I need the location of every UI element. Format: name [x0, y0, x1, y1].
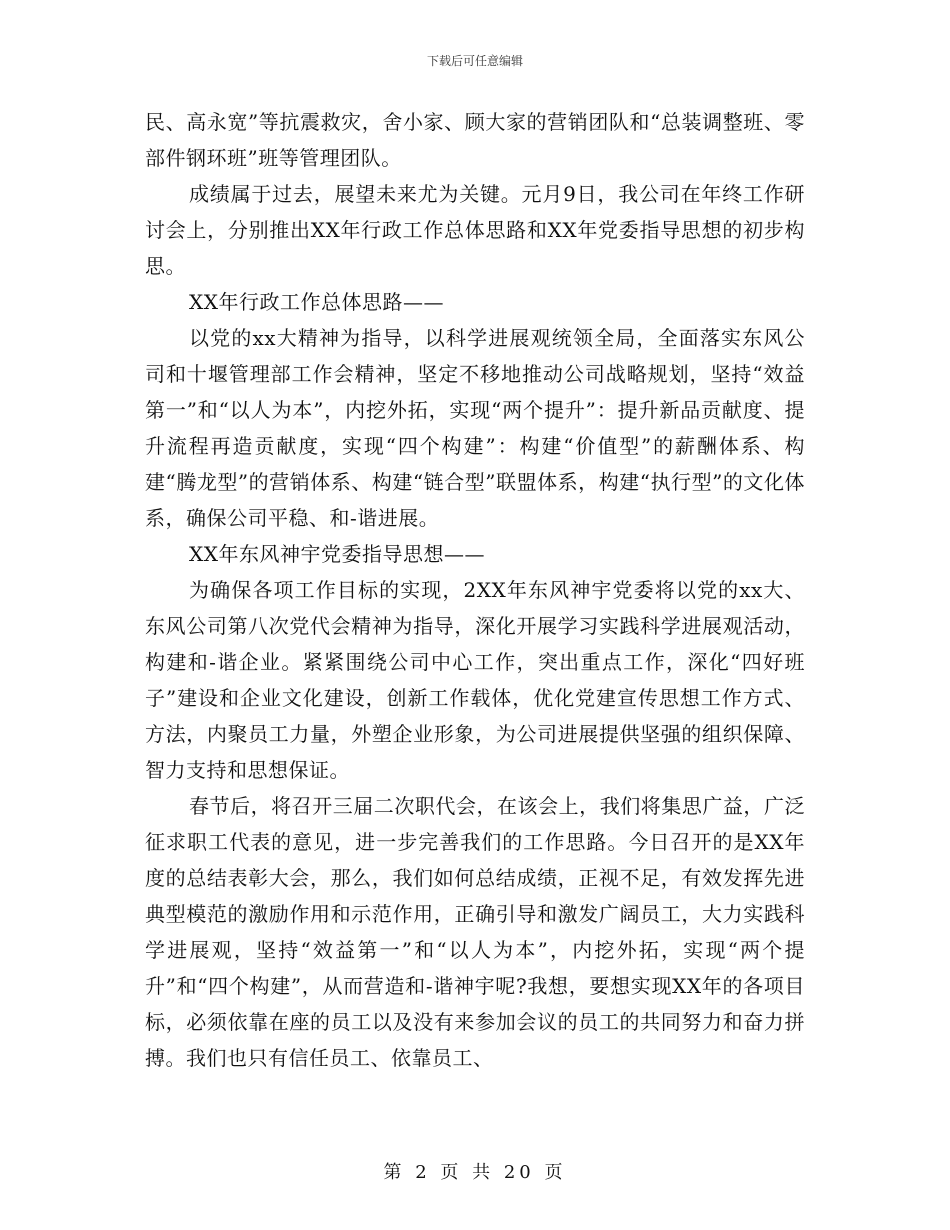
paragraph-closing: 春节后，将召开三届二次职代会，在该会上，我们将集思广益，广泛征求职工代表的意见，进一步完善我们的工作思路。今日召开的是XX年度的总结表彰大会，那么，我们如何总结成绩，正视不足，有效发挥先进典型模范的激励作用和示范作用，正确引导和激发广阔员工，大力实践科学进展观，坚持“效益第一”和“以人为本”，内挖外拓，实现“两个提升”和“四个构建”，从而营造和-谐神宇呢?我想，要想实现XX年的各项目标，必须依靠在座的员工以及没有来参加会议的员工的共同努力和奋力拼搏。我们也只有信任员工、依靠员工、 [145, 794, 805, 1070]
paragraph-2: 成绩属于过去，展望未来尤为关键。元月9日，我公司在年终工作研讨会上，分别推出XX年行政工作总体思路和XX年党委指导思想的初步构思。 [145, 182, 805, 278]
paragraph-admin-content: 以党的xx大精神为指导，以科学进展观统领全局，全面落实东风公司和十堰管理部工作会精神，坚定不移地推动公司战略规划，坚持“效益第一”和“以人为本”，内挖外拓，实现“两个提升”：提升新品贡献度、提升流程再造贡献度，实现“四个构建”：构建“价值型”的薪酬体系、构建“腾龙型”的营销体系、构建“链合型”联盟体系，构建“执行型”的文化体系，确保公司平稳、和-谐进展。 [145, 326, 805, 530]
document-body [145, 104, 805, 1076]
section-heading-party: XX年东风神宇党委指导思想—— [189, 542, 485, 566]
paragraph-party-content: 为确保各项工作目标的实现，2XX年东风神宇党委将以党的xx大、东风公司第八次党代会精神为指导，深化开展学习实践科学进展观活动，构建和-谐企业。紧紧围绕公司中心工作，突出重点工作，深化“四好班子”建设和企业文化建设，创新工作载体，优化党建宣传思想工作方式、方法，内聚员工力量，外塑企业形象，为公司进展提供坚强的组织保障、智力支持和思想保证。 [145, 578, 805, 782]
section-heading-admin: XX年行政工作总体思路—— [189, 290, 444, 314]
page-header: 下载后可任意编辑 [426, 54, 523, 68]
paragraph-1: 民、高永宽”等抗震救灾，舍小家、顾大家的营销团队和“总装调整班、零部件钢环班”班等管理团队。 [145, 110, 805, 170]
page-footer: 第 2 页 共 20 页 [383, 1162, 567, 1183]
